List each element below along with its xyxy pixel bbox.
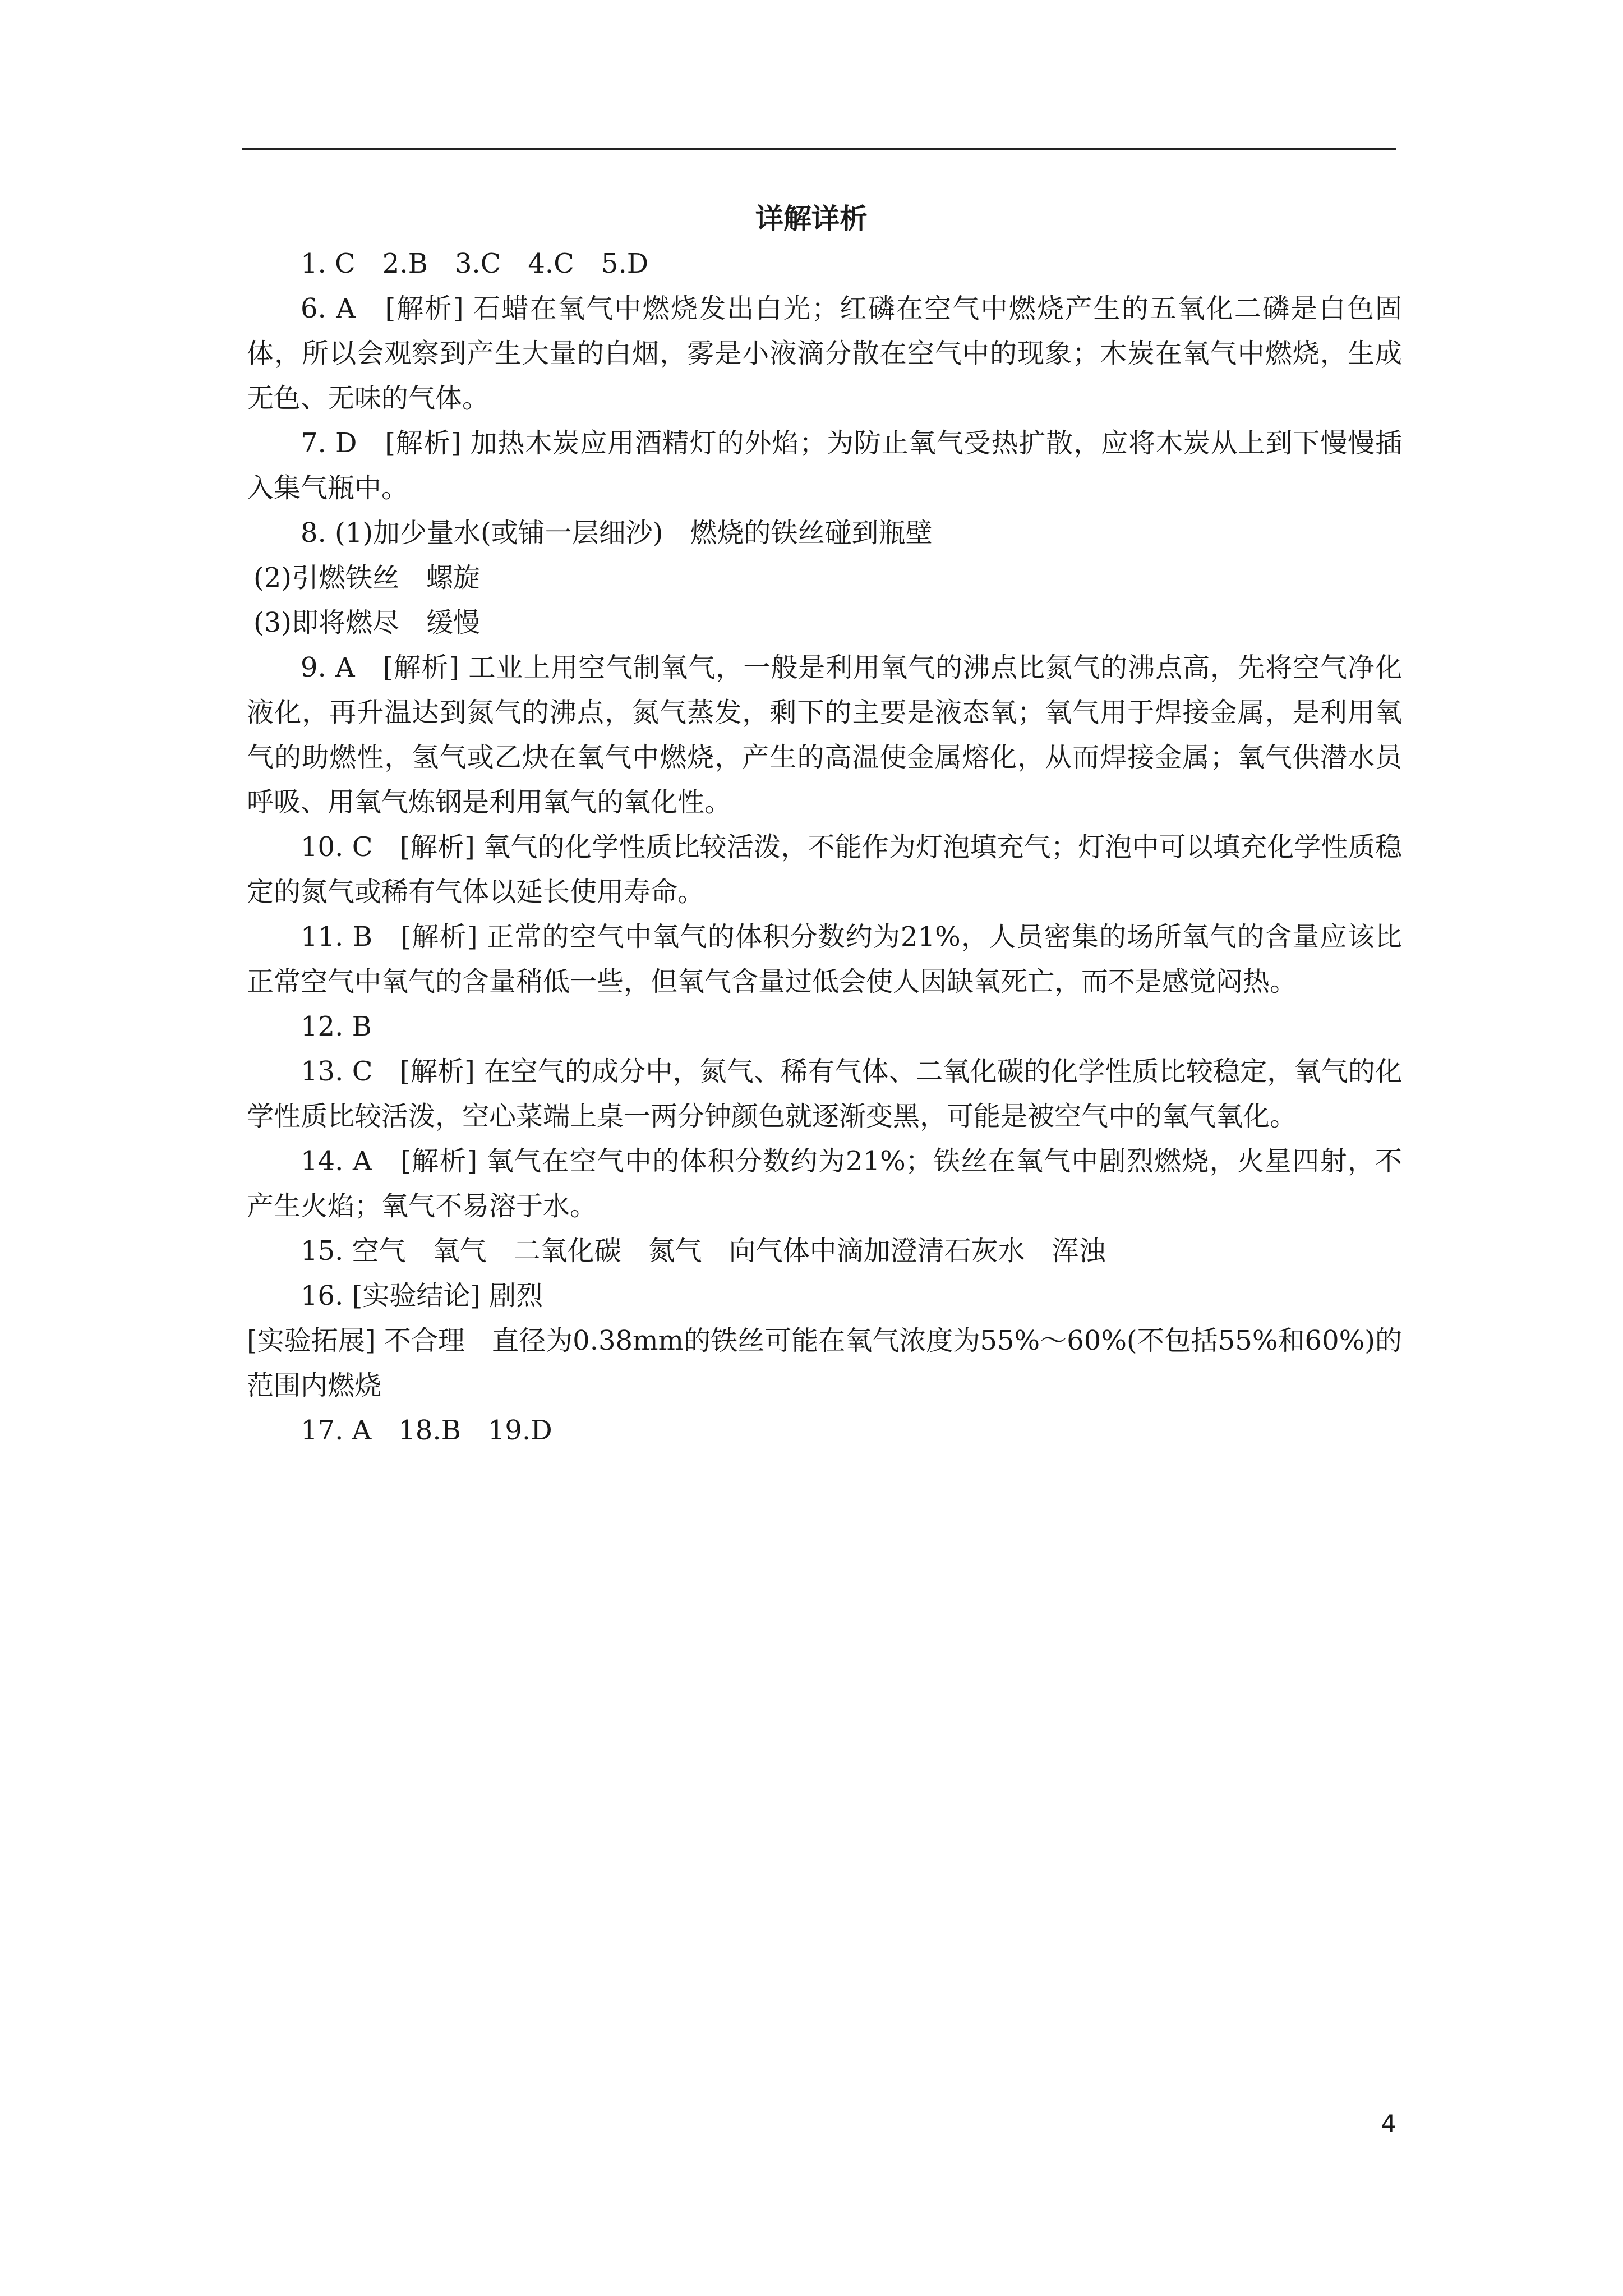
header-rule: [242, 148, 1396, 150]
answer-10: 10. C [解析] 氧气的化学性质比较活泼，不能作为灯泡填充气；灯泡中可以填充化学性质稳定的氮气或稀有气体以延长使用寿命。: [247, 831, 1402, 908]
answer-17-19: 17. A 18.B 19.D: [301, 1415, 552, 1446]
page-number: 4: [1381, 2110, 1396, 2137]
answer-7: 7. D [解析] 加热木炭应用酒精灯的外焰；为防止氧气受热扩散，应将木炭从上到下慢慢插入集气瓶中。: [247, 427, 1402, 504]
answer-14: 14. A [解析] 氧气在空气中的体积分数约为21%；铁丝在氧气中剧烈燃烧，火星四射，不产生火焰；氧气不易溶于水。: [247, 1145, 1402, 1222]
answer-1-5: 1. C 2.B 3.C 4.C 5.D: [301, 248, 649, 279]
answer-8-part-1: 8. (1)加少量水(或铺一层细沙) 燃烧的铁丝碰到瓶壁: [301, 517, 933, 549]
answer-16-conclusion: 16. [实验结论] 剧烈: [301, 1280, 543, 1312]
page-title: 详解详析: [755, 202, 868, 235]
answer-15: 15. 空气 氧气 二氧化碳 氮气 向气体中滴加澄清石灰水 浑浊: [301, 1235, 1106, 1267]
answer-12: 12. B: [301, 1011, 372, 1042]
answer-16-extension: [实验拓展] 不合理 直径为0.38mm的铁丝可能在氧气浓度为55%～60%(不包括55%和60%)的范围内燃烧: [247, 1325, 1402, 1401]
answer-6: 6. A [解析] 石蜡在氧气中燃烧发出白光；红磷在空气中燃烧产生的五氧化二磷是白色固体，所以会观察到产生大量的白烟，雾是小液滴分散在空气中的现象；木炭在氧气中燃烧，生成无色、无味的气体。: [247, 293, 1402, 414]
answer-list: [247, 241, 1402, 1453]
answer-9: 9. A [解析] 工业上用空气制氧气，一般是利用氧气的沸点比氮气的沸点高，先将空气净化液化，再升温达到氮气的沸点，氮气蒸发，剩下的主要是液态氧；氧气用于焊接金属，是利用氧气的助燃性，氢气或乙炔在氧气中燃烧，产生的高温使金属熔化，从而焊接金属；氧气供潜水员呼吸、用氧气炼钢是利用氧气的氧化性。: [247, 652, 1402, 818]
answer-11: 11. B [解析] 正常的空气中氧气的体积分数约为21%，人员密集的场所氧气的含量应该比正常空气中氧气的含量稍低一些，但氧气含量过低会使人因缺氧死亡，而不是感觉闷热。: [247, 921, 1402, 997]
answer-13: 13. C [解析] 在空气的成分中，氮气、稀有气体、二氧化碳的化学性质比较稳定，氧气的化学性质比较活泼，空心菜端上桌一两分钟颜色就逐渐变黑，可能是被空气中的氧气氧化。: [247, 1056, 1402, 1132]
answer-8-part-2: (2)引燃铁丝 螺旋: [253, 562, 480, 593]
answer-8-part-3: (3)即将燃尽 缓慢: [253, 607, 480, 638]
